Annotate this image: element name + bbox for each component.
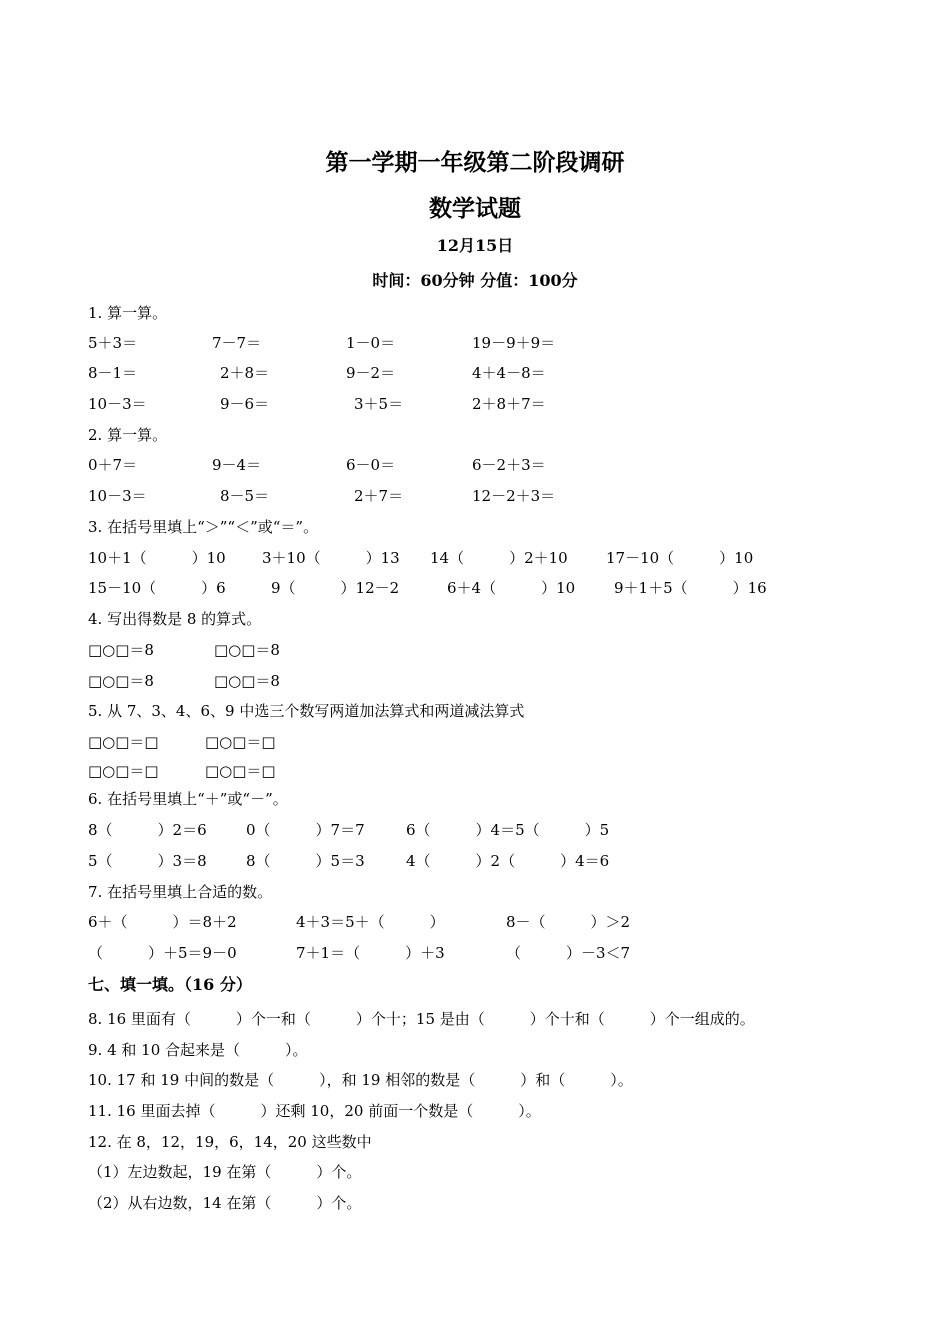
comparison: 9（ ）12－2 bbox=[271, 579, 400, 597]
blank-equation: □○□＝□ bbox=[88, 762, 159, 780]
question-12-title: 12. 在 8，12，19，6，14，20 这些数中 bbox=[88, 1133, 372, 1151]
number-blank: （ ）＋5＝9－0 bbox=[88, 944, 237, 962]
comparison: 15－10（ ）6 bbox=[88, 579, 226, 597]
blank-equation: □○□＝8 bbox=[88, 641, 154, 659]
exam-date: 12月15日 bbox=[436, 236, 514, 255]
question-11: 11. 16 里面去掉（ ）还剩 10，20 前面一个数是（ ）。 bbox=[88, 1102, 541, 1120]
sign-blank: 8（ ）5＝3 bbox=[246, 852, 365, 870]
page-subtitle: 数学试题 bbox=[429, 195, 521, 222]
expression: 0＋7＝ bbox=[88, 456, 138, 474]
question-5-title: 5. 从 7、3、4、6、9 中选三个数写两道加法算式和两道减法算式 bbox=[88, 702, 525, 720]
expression: 2＋8＝ bbox=[220, 364, 270, 382]
expression: 10－3＝ bbox=[88, 395, 147, 413]
comparison: 14（ ）2＋10 bbox=[430, 549, 568, 567]
expression: 4＋4－8＝ bbox=[472, 364, 546, 382]
blank-equation: □○□＝8 bbox=[214, 672, 280, 690]
expression: 3＋5＝ bbox=[354, 395, 404, 413]
number-blank: 8－（ ）＞2 bbox=[506, 913, 631, 931]
sign-blank: 8（ ）2＝6 bbox=[88, 821, 207, 839]
question-7-title: 7. 在括号里填上合适的数。 bbox=[88, 883, 273, 901]
blank-equation: □○□＝□ bbox=[88, 733, 159, 751]
question-9: 9. 4 和 10 合起来是（ ）。 bbox=[88, 1041, 308, 1059]
expression: 9－2＝ bbox=[346, 364, 396, 382]
expression: 7－7＝ bbox=[212, 334, 262, 352]
expression: 6－0＝ bbox=[346, 456, 396, 474]
page-title: 第一学期一年级第二阶段调研 bbox=[325, 149, 625, 176]
expression: 1－0＝ bbox=[346, 334, 396, 352]
comparison: 6＋4（ ）10 bbox=[447, 579, 576, 597]
question-6-title: 6. 在括号里填上“＋”或“－”。 bbox=[88, 790, 288, 808]
question-3-title: 3. 在括号里填上“＞”“＜”或“＝”。 bbox=[88, 518, 319, 536]
question-12-part-1: （1）左边数起，19 在第（ ）个。 bbox=[88, 1163, 362, 1181]
comparison: 17－10（ ）10 bbox=[606, 549, 754, 567]
question-2-title: 2. 算一算。 bbox=[88, 426, 168, 444]
question-12-part-2: （2）从右边数，14 在第（ ）个。 bbox=[88, 1194, 362, 1212]
number-blank: 7＋1＝（ ）＋3 bbox=[296, 944, 445, 962]
section-heading: 七、填一填。（16 分） bbox=[88, 975, 252, 994]
sign-blank: 0（ ）7＝7 bbox=[246, 821, 365, 839]
blank-equation: □○□＝8 bbox=[88, 672, 154, 690]
expression: 9－6＝ bbox=[220, 395, 270, 413]
comparison: 9＋1＋5（ ）16 bbox=[614, 579, 767, 597]
sign-blank: 5（ ）3＝8 bbox=[88, 852, 207, 870]
sign-blank: 6（ ）4＝5（ ）5 bbox=[406, 821, 610, 839]
expression: 12－2＋3＝ bbox=[472, 487, 556, 505]
number-blank: 6＋（ ）＝8＋2 bbox=[88, 913, 237, 931]
blank-equation: □○□＝8 bbox=[214, 641, 280, 659]
expression: 19－9＋9＝ bbox=[472, 334, 556, 352]
blank-equation: □○□＝□ bbox=[205, 762, 276, 780]
expression: 6－2＋3＝ bbox=[472, 456, 546, 474]
expression: 8－5＝ bbox=[220, 487, 270, 505]
question-4-title: 4. 写出得数是 8 的算式。 bbox=[88, 610, 262, 628]
question-1-title: 1. 算一算。 bbox=[88, 304, 168, 322]
question-8: 8. 16 里面有（ ）个一和（ ）个十；15 是由（ ）个十和（ ）个一组成的。 bbox=[88, 1010, 755, 1028]
comparison: 10＋1（ ）10 bbox=[88, 549, 226, 567]
expression: 8－1＝ bbox=[88, 364, 138, 382]
exam-info: 时间：60分钟 分值：100分 bbox=[372, 271, 578, 290]
expression: 9－4＝ bbox=[212, 456, 262, 474]
blank-equation: □○□＝□ bbox=[205, 733, 276, 751]
number-blank: 4＋3＝5＋（ ） bbox=[296, 913, 445, 931]
expression: 2＋7＝ bbox=[354, 487, 404, 505]
expression: 5＋3＝ bbox=[88, 334, 138, 352]
number-blank: （ ）－3＜7 bbox=[506, 944, 631, 962]
expression: 2＋8＋7＝ bbox=[472, 395, 546, 413]
expression: 10－3＝ bbox=[88, 487, 147, 505]
comparison: 3＋10（ ）13 bbox=[262, 549, 400, 567]
question-10: 10. 17 和 19 中间的数是（ ），和 19 相邻的数是（ ）和（ ）。 bbox=[88, 1071, 633, 1089]
sign-blank: 4（ ）2（ ）4＝6 bbox=[406, 852, 610, 870]
